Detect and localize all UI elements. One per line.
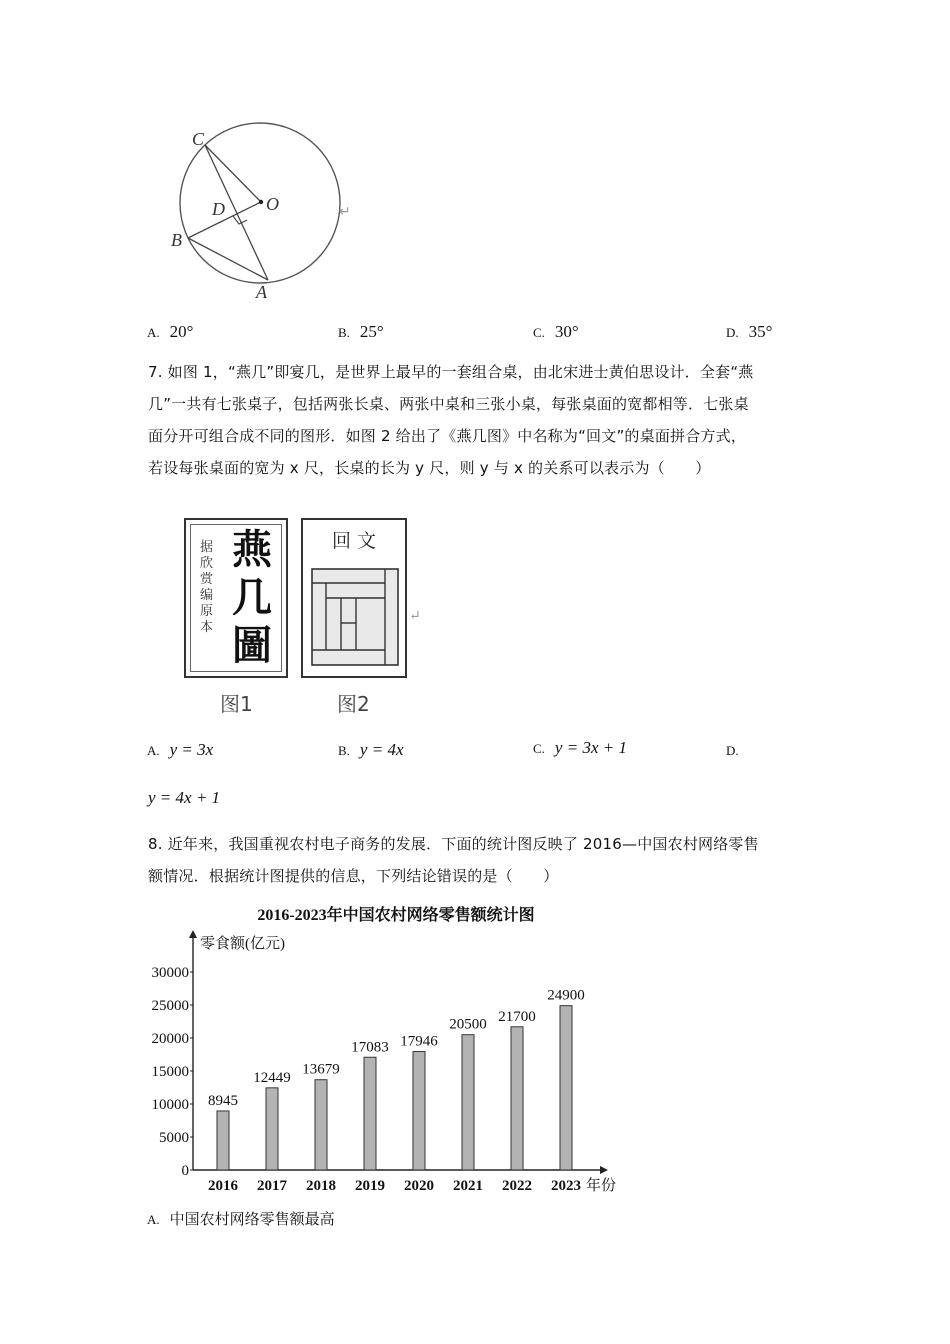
q6-option-a[interactable]: A. 20° [147, 322, 194, 341]
q7-option-d-value: y = 4x + 1 [148, 788, 221, 807]
label-o: O [266, 194, 279, 214]
fig2-box [301, 518, 407, 678]
y-axis-arrow [189, 930, 197, 938]
x-tick-label: 2017 [257, 1178, 287, 1194]
bar-data-label: 24900 [547, 987, 585, 1004]
bar-data-label: 17946 [400, 1033, 438, 1050]
x-tick-label: 2021 [453, 1178, 483, 1194]
q8-option-a-label: A. [147, 1212, 160, 1227]
q7-option-c[interactable]: C. y = 3x + 1 [533, 738, 627, 757]
q7-option-b[interactable]: B. y = 4x [338, 740, 404, 759]
y-tick-label: 20000 [151, 1031, 189, 1047]
fig2-return-mark: ↵ [409, 608, 421, 624]
return-mark: ↵ [339, 205, 351, 220]
x-tick-label: 2018 [306, 1178, 336, 1194]
q7-line-1: 7. 如图 1，“燕几”即宴几，是世界上最早的一套组合桌，由北宋进士黄伯思设计．全套“燕 [148, 363, 754, 381]
chart-xlabel: 年份 [586, 1178, 617, 1194]
fig1-caption: 图1 [220, 692, 253, 716]
q6-option-d[interactable]: D. 35° [726, 322, 773, 341]
x-tick-label: 2016 [208, 1178, 238, 1194]
y-tick-label: 25000 [151, 998, 189, 1014]
label-d: D [212, 199, 225, 219]
q7-option-a[interactable]: A. y = 3x [147, 740, 214, 759]
bar-data-label: 20500 [449, 1016, 487, 1033]
bar [462, 1035, 474, 1170]
label-c: C [192, 129, 205, 149]
fig2-tile-layout [311, 568, 399, 666]
chart-title: 2016-2023年中国农村网络零售额统计图 [257, 907, 535, 924]
q6-option-c[interactable]: C. 30° [533, 322, 579, 341]
label-b: B [171, 230, 182, 250]
x-tick-label: 2022 [502, 1178, 532, 1194]
bar-data-label: 21700 [498, 1008, 536, 1025]
q8-option-a[interactable] [147, 1208, 335, 1229]
bar-data-label: 12449 [253, 1069, 291, 1086]
fig1-big-text: 燕 几 圖 [232, 526, 272, 669]
x-tick-label: 2019 [355, 1178, 385, 1194]
q7-line-3: 面分开可组合成不同的图形．如图 2 给出了《燕几图》中名称为“回文”的桌面拼合方式， [148, 427, 747, 445]
bar [217, 1111, 229, 1170]
center-point [259, 200, 263, 204]
y-tick-label: 15000 [151, 1064, 189, 1080]
label-a: A [256, 282, 267, 302]
q8-line-1: 8. 近年来，我国重视农村电子商务的发展．下面的统计图反映了 2016—中国农村网络零售 [148, 835, 759, 853]
bar [315, 1080, 327, 1170]
segment-co [205, 145, 261, 202]
x-axis-arrow [600, 1166, 608, 1174]
q7-question [148, 356, 813, 484]
q8-option-a-text: 中国农村网络零售额最高 [169, 1210, 335, 1228]
q6-option-b[interactable]: B. 25° [338, 322, 384, 341]
retail-sales-chart [150, 898, 640, 1198]
bar [511, 1027, 523, 1170]
chart-ylabel: 零食额(亿元) [200, 936, 285, 952]
y-tick-label: 0 [181, 1163, 189, 1179]
fig1-small-text: 据 欣 赏 编 原 本 [200, 540, 214, 635]
circle-figure [165, 120, 365, 305]
q8-question [148, 828, 813, 892]
q7-line-4: 若设每张桌面的宽为 x 尺，长桌的长为 y 尺，则 y 与 x 的关系可以表示为（ ） [148, 459, 711, 477]
x-tick-label: 2023 [551, 1178, 581, 1194]
fig2-title: 回 文 [331, 530, 377, 552]
y-tick-label: 5000 [159, 1130, 189, 1146]
x-tick-label: 2020 [404, 1178, 434, 1194]
q7-option-d[interactable]: D. [726, 743, 739, 758]
fig2-caption: 图2 [337, 692, 370, 716]
y-tick-label: 10000 [151, 1097, 189, 1113]
q8-line-2: 额情况．根据统计图提供的信息，下列结论错误的是（ ） [148, 867, 559, 885]
bar [560, 1006, 572, 1170]
segment-ba [188, 238, 268, 280]
fig1-box [184, 518, 288, 678]
q7-line-2: 几”一共有七张桌子，包括两张长桌、两张中桌和三张小桌，每张桌面的宽都相等．七张桌 [148, 395, 749, 413]
bar [364, 1057, 376, 1170]
bar-data-label: 13679 [302, 1061, 340, 1078]
y-tick-label: 30000 [151, 965, 189, 981]
bar [413, 1052, 425, 1170]
bar-data-label: 17083 [351, 1039, 389, 1056]
bar [266, 1088, 278, 1170]
bar-data-label: 8945 [208, 1092, 238, 1109]
